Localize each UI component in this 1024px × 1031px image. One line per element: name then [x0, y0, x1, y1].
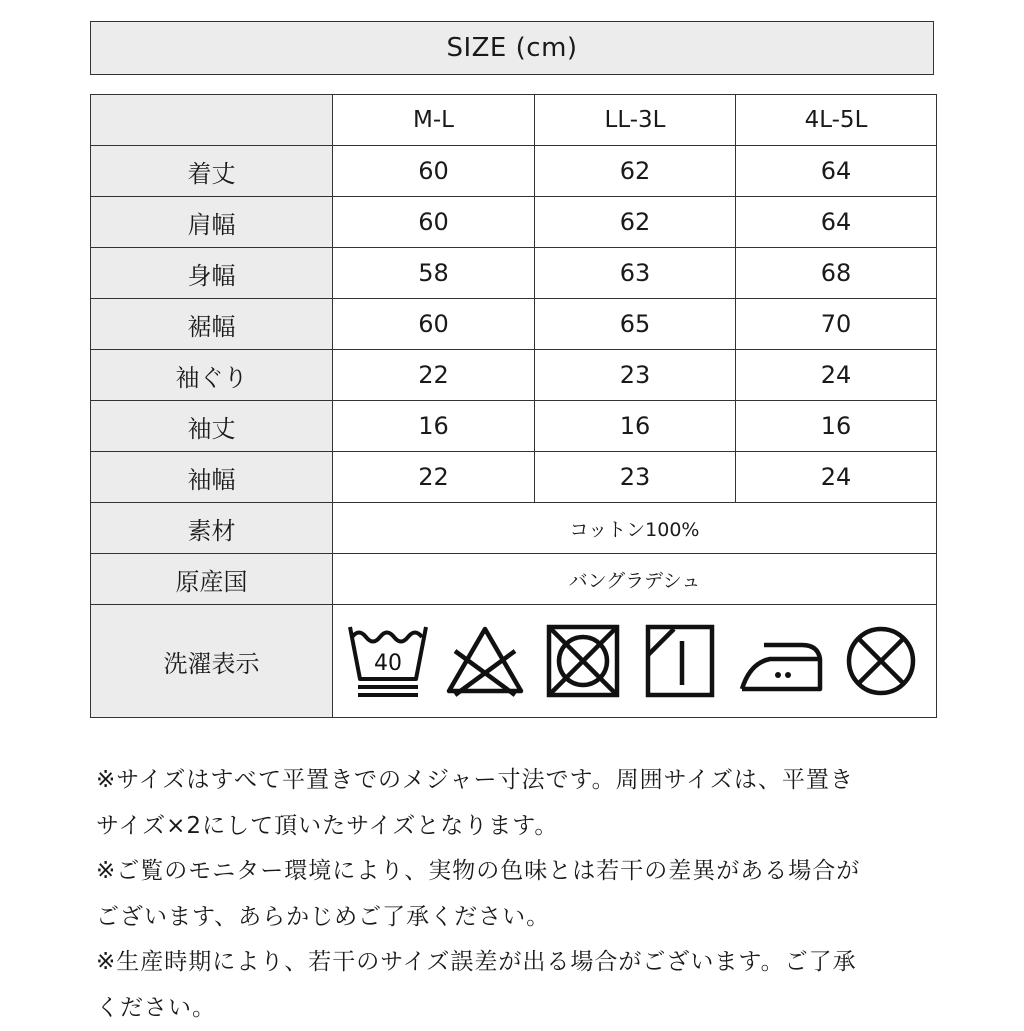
- table-cell: 58: [333, 248, 535, 299]
- note-line: ※ご覧のモニター環境により、実物の色味とは若干の差異がある場合が: [96, 849, 946, 895]
- origin-label: 原産国: [91, 554, 333, 605]
- size-table: [90, 94, 937, 718]
- care-icons-cell: [333, 605, 937, 718]
- table-cell: 60: [333, 146, 535, 197]
- note-line: ございます、あらかじめご了承ください。: [96, 895, 946, 941]
- column-header-4l-5l: 4L-5L: [736, 95, 937, 146]
- table-cell: 24: [736, 350, 937, 401]
- wash-temperature: 40: [374, 651, 402, 676]
- table-cell: 16: [333, 401, 535, 452]
- table-cell: 62: [535, 197, 736, 248]
- table-cell: 65: [535, 299, 736, 350]
- no-tumble-dry-icon: [541, 623, 625, 699]
- wash-tub-40-icon: [346, 623, 430, 699]
- table-corner-cell: [91, 95, 333, 146]
- material-value: コットン100%: [333, 503, 937, 554]
- row-label: 身幅: [91, 248, 333, 299]
- table-cell: 62: [535, 146, 736, 197]
- care-icons: [333, 623, 936, 699]
- no-dry-clean-icon: [839, 623, 923, 699]
- care-row: [91, 605, 937, 718]
- note-line: サイズ×2にして頂いたサイズとなります。: [96, 804, 946, 850]
- table-cell: 63: [535, 248, 736, 299]
- table-header-row: [91, 95, 937, 146]
- row-label: 袖ぐり: [91, 350, 333, 401]
- table-row: [91, 299, 937, 350]
- table-cell: 70: [736, 299, 937, 350]
- note-line: ※サイズはすべて平置きでのメジャー寸法です。周囲サイズは、平置き: [96, 758, 946, 804]
- column-header-ll-3l: LL-3L: [535, 95, 736, 146]
- table-row: [91, 452, 937, 503]
- row-label: 裾幅: [91, 299, 333, 350]
- table-row: [91, 350, 937, 401]
- table-cell: 23: [535, 350, 736, 401]
- note-line: ください。: [96, 986, 946, 1031]
- table-cell: 16: [736, 401, 937, 452]
- row-label: 袖丈: [91, 401, 333, 452]
- table-cell: 16: [535, 401, 736, 452]
- note-line: ※生産時期により、若干のサイズ誤差が出る場合がございます。ご了承: [96, 940, 946, 986]
- table-cell: 60: [333, 299, 535, 350]
- table-row: [91, 248, 937, 299]
- table-cell: 23: [535, 452, 736, 503]
- table-cell: 64: [736, 197, 937, 248]
- row-label: 着丈: [91, 146, 333, 197]
- no-bleach-icon: [443, 623, 527, 699]
- table-cell: 22: [333, 452, 535, 503]
- material-row: [91, 503, 937, 554]
- column-header-m-l: M-L: [333, 95, 535, 146]
- care-label: 洗濯表示: [91, 605, 333, 718]
- size-title: [90, 21, 934, 75]
- origin-row: [91, 554, 937, 605]
- size-title-text: SIZE (cm): [446, 33, 577, 63]
- table-cell: 22: [333, 350, 535, 401]
- table-row: [91, 146, 937, 197]
- drip-dry-shade-icon: [638, 623, 722, 699]
- table-cell: 64: [736, 146, 937, 197]
- row-label: 肩幅: [91, 197, 333, 248]
- row-label: 袖幅: [91, 452, 333, 503]
- iron-low-icon: [736, 623, 826, 699]
- table-cell: 68: [736, 248, 937, 299]
- table-row: [91, 197, 937, 248]
- material-label: 素材: [91, 503, 333, 554]
- table-row: [91, 401, 937, 452]
- table-cell: 24: [736, 452, 937, 503]
- origin-value: バングラデシュ: [333, 554, 937, 605]
- notes: [96, 758, 946, 1031]
- table-cell: 60: [333, 197, 535, 248]
